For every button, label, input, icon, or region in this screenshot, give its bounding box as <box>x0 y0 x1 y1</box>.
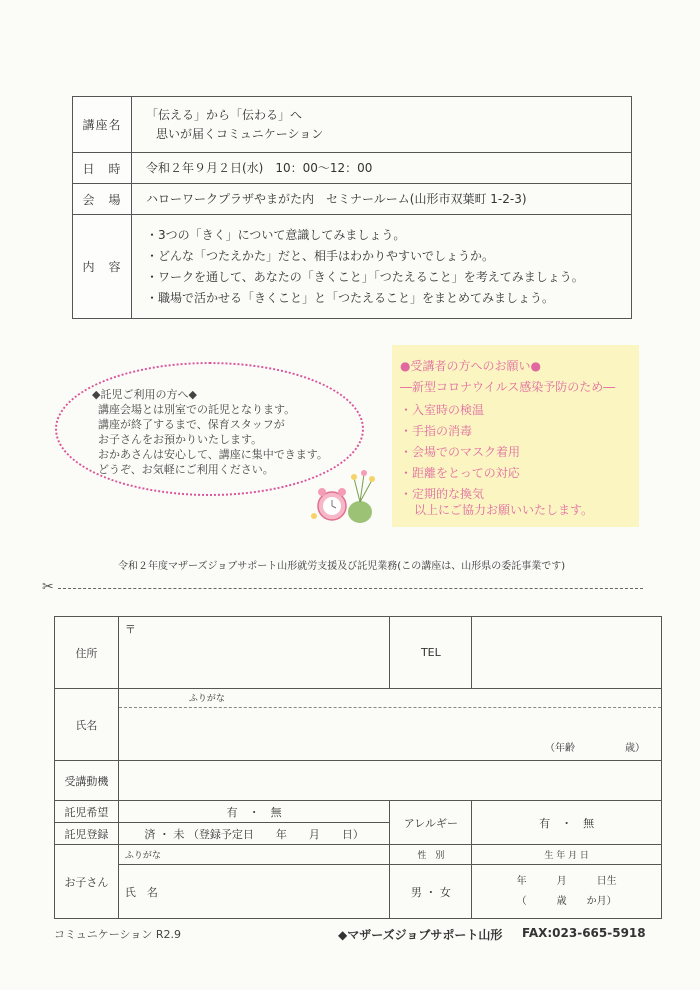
childcare-want-choice[interactable]: 有 ・ 無 <box>118 801 390 823</box>
content-item: ・3つの「きく」について意識してみましょう。 <box>146 227 406 242</box>
notice-item: ・会場でのマスク着用 <box>400 445 521 459</box>
clock-plant-illustration <box>302 458 382 528</box>
venue-label: 会 場 <box>73 184 132 215</box>
sponsor-text: 令和２年度マザーズジョブサポート山形就労支援及び託児業務(この講座は、山形県の委託事業です) <box>118 561 566 572</box>
address-field[interactable] <box>118 617 390 689</box>
notice-item: ・定期的な換気 <box>400 487 485 501</box>
gender-choice[interactable]: 男 ・ 女 <box>390 865 472 919</box>
allergy-label: アレルギー <box>390 801 472 845</box>
birth-age: （ 歳 か月） <box>516 895 617 907</box>
address-label: 住所 <box>55 617 119 689</box>
child-name-label: 氏 名 <box>124 885 158 899</box>
cut-line <box>58 588 643 589</box>
childcare-want-label: 託児希望 <box>55 801 119 823</box>
childcare-line: 講座が終了するまで、保育スタッフが <box>98 418 285 431</box>
notice-title: ●受講者の方へのお願い● <box>400 359 541 373</box>
gender-label: 性 別 <box>390 845 472 865</box>
childcare-title: ◆託児ご利用の方へ◆ <box>92 388 197 401</box>
child-name-field[interactable] <box>118 865 390 919</box>
scissors-icon: ✂ <box>42 579 54 595</box>
content-label: 内 容 <box>73 215 132 319</box>
footer-fax: FAX:023-665-5918 <box>522 926 646 940</box>
child-label: お子さん <box>55 845 119 919</box>
tel-field[interactable] <box>472 617 662 689</box>
course-name-line1: 「伝える」から「伝わる」へ <box>146 107 303 122</box>
footer-doc-id: コミュニケーション R2.9 <box>54 928 181 941</box>
content-item: ・どんな「つたえかた」だと、相手はわかりやすいでしょうか。 <box>146 248 495 263</box>
course-name-label: 講座名 <box>73 97 132 153</box>
footer-org: ◆マザーズジョブサポート山形 <box>338 928 503 942</box>
name-field[interactable] <box>118 689 661 761</box>
content-item: ・職場で活かせる「きくこと」と「つたえること」をまとめてみましょう。 <box>146 290 555 305</box>
motive-label: 受講動機 <box>55 761 119 801</box>
motive-field[interactable] <box>118 761 661 801</box>
content-list <box>132 215 632 319</box>
name-furigana: ふりがな <box>119 689 661 708</box>
course-info-table <box>72 96 632 319</box>
application-form <box>54 616 662 919</box>
notice-item: ・距離をとっての対応 <box>400 466 520 480</box>
birth-field[interactable] <box>472 865 662 919</box>
notice-closing: 以上にご協力お願いいたします。 <box>414 503 594 517</box>
childcare-note <box>92 387 328 477</box>
content-item: ・ワークを通して、あなたの「きくこと」「つたえること」を考えてみましょう。 <box>146 269 584 284</box>
course-name-line2: 思いが届くコミュニケーション <box>156 126 324 141</box>
date-label: 日 時 <box>73 153 132 184</box>
notice-list <box>400 400 520 505</box>
child-furigana: ふりがな <box>118 845 390 865</box>
childcare-line: お子さんをお預かりいたします。 <box>98 433 263 446</box>
childcare-line: どうぞ、お気軽にご利用ください。 <box>98 463 274 476</box>
venue-value: ハローワークプラザやまがた内 セミナールーム(山形市双葉町 1-2-3) <box>132 184 632 215</box>
childcare-reg-label: 託児登録 <box>55 823 119 845</box>
notice-item: ・入室時の検温 <box>400 403 485 417</box>
date-value: 令和２年９月２日(水) 10：00～12：00 <box>132 153 632 184</box>
tel-label: TEL <box>390 617 472 689</box>
name-label: 氏名 <box>55 689 119 761</box>
birth-label: 生 年 月 日 <box>472 845 662 865</box>
course-name <box>132 97 632 153</box>
childcare-line: 講座会場とは別室での託児となります。 <box>98 403 296 416</box>
childcare-reg-choice[interactable]: 済 ・ 未 （登録予定日 年 月 日） <box>118 823 390 845</box>
notice-subtitle: ―新型コロナウイルス感染予防のため― <box>400 380 616 394</box>
notice-item: ・手指の消毒 <box>400 424 473 438</box>
postal-mark: 〒 <box>124 623 136 636</box>
allergy-choice[interactable]: 有 ・ 無 <box>472 801 662 845</box>
age-text: （年齢 歳） <box>545 743 645 754</box>
birth-value: 年 月 日生 <box>516 875 617 887</box>
childcare-line: おかあさんは安心して、講座に集中できます。 <box>98 448 328 461</box>
